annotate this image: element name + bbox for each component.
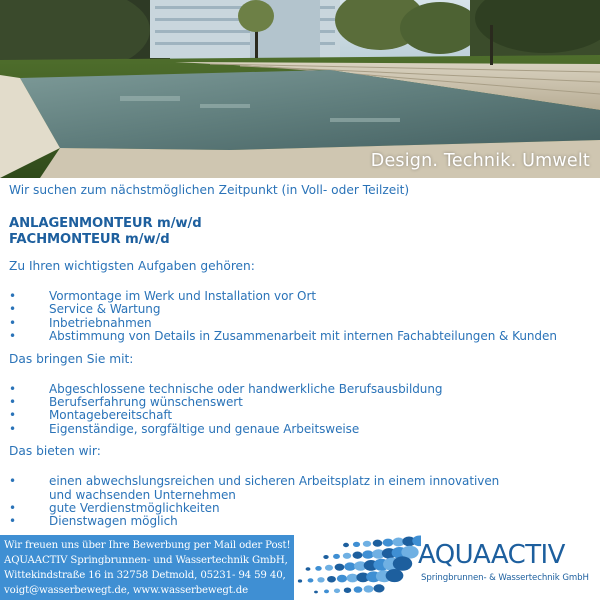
logo-dot bbox=[373, 584, 384, 592]
list-item-text: einen abwechslungsreichen und sicheren Arbeitsplatz in einem innovativen bbox=[49, 474, 500, 489]
list-item-text: Montagebereitschaft bbox=[49, 408, 173, 423]
hero-image bbox=[0, 0, 600, 178]
logo-subtitle: Springbrunnen- & Wassertechnik GmbH bbox=[421, 573, 589, 583]
logo-dot bbox=[354, 586, 363, 592]
list-item-text: Eigenständige, sorgfältige und genaue Arbeitsweise bbox=[49, 421, 360, 436]
list-item bbox=[9, 330, 594, 343]
logo-dot bbox=[337, 575, 347, 583]
logo-dot bbox=[298, 579, 302, 582]
section-heading-offer: Das bieten wir: bbox=[9, 444, 101, 459]
section-heading-tasks: Zu Ihren wichtigsten Aufgaben gehören: bbox=[9, 259, 255, 273]
logo-dot bbox=[343, 553, 351, 559]
logo-dot bbox=[308, 578, 314, 582]
logo-dot bbox=[363, 541, 371, 547]
logo-dot bbox=[353, 542, 360, 547]
logo-dot bbox=[364, 585, 374, 592]
list-item-text: und wachsenden Unternehmen bbox=[49, 487, 236, 502]
list-item bbox=[9, 317, 594, 330]
list-item bbox=[9, 303, 594, 316]
bullet-icon: • bbox=[9, 315, 17, 330]
logo-dot bbox=[344, 587, 351, 593]
logo-dot bbox=[373, 540, 383, 547]
list-item bbox=[9, 515, 594, 528]
list-item bbox=[9, 423, 594, 436]
bullet-icon: • bbox=[9, 501, 17, 516]
bullet-icon: • bbox=[9, 408, 17, 423]
list-item bbox=[9, 475, 594, 488]
task-list bbox=[9, 290, 594, 344]
logo-dot bbox=[383, 539, 394, 547]
street-address: Wittekindstraße 16 in 32758 Detmold, 05231- 94 59 40, bbox=[4, 570, 286, 581]
company-logo bbox=[296, 535, 600, 600]
list-item-continuation bbox=[9, 489, 594, 502]
logo-dot bbox=[335, 564, 345, 571]
bullet-icon: • bbox=[9, 474, 17, 489]
logo-dot bbox=[324, 590, 329, 594]
bullet-icon: • bbox=[9, 289, 17, 303]
logo-dot bbox=[393, 556, 412, 570]
logo-dot bbox=[343, 543, 349, 547]
contact-box bbox=[0, 535, 294, 600]
job-ad-content bbox=[9, 183, 594, 529]
bullet-icon: • bbox=[9, 421, 17, 436]
bullet-icon: • bbox=[9, 514, 17, 529]
logo-dot bbox=[325, 565, 333, 571]
offer-list bbox=[9, 475, 594, 529]
water-dots-icon bbox=[296, 535, 421, 600]
logo-dot bbox=[306, 567, 311, 571]
logo-dot bbox=[334, 589, 340, 594]
section-heading-requirements: Das bringen Sie mit: bbox=[9, 351, 134, 366]
list-item-text: Dienstwagen möglich bbox=[49, 514, 178, 529]
logo-dot bbox=[353, 552, 363, 559]
email-website-links[interactable]: voigt@wasserbewegt.de, www.wasserbewegt.de bbox=[4, 585, 249, 596]
list-item-text: Vormontage im Werk und Installation vor Ort bbox=[49, 289, 316, 303]
bullet-icon: • bbox=[9, 302, 17, 317]
list-item-text: Abgeschlossene technische oder handwerkliche Berufsausbildung bbox=[49, 381, 443, 396]
hero-tagline: Design. Technik. Umwelt bbox=[370, 151, 590, 171]
contact-line: Wir freuen uns über Ihre Bewerbung per Mail oder Post! bbox=[4, 540, 291, 551]
intro-text: Wir suchen zum nächstmöglichen Zeitpunkt (in Voll- oder Teilzeit) bbox=[9, 183, 410, 197]
logo-dot bbox=[323, 555, 328, 559]
list-item bbox=[9, 290, 594, 303]
list-item-text: Service & Wartung bbox=[49, 302, 161, 317]
logo-dot bbox=[344, 562, 355, 570]
list-item-text: Abstimmung von Details in Zusammenarbeit mit internen Fachabteilungen & Kunden bbox=[49, 329, 557, 344]
logo-dot bbox=[315, 566, 321, 571]
list-item-text: Berufserfahrung wünschenswert bbox=[49, 395, 243, 410]
list-item bbox=[9, 409, 594, 422]
logo-wordmark: AQUAACTIV bbox=[418, 540, 565, 570]
job-title: FACHMONTEUR m/w/d bbox=[9, 232, 170, 247]
logo-dot bbox=[317, 577, 324, 582]
job-title: ANLAGENMONTEUR m/w/d bbox=[9, 216, 202, 231]
logo-dot bbox=[327, 576, 336, 583]
list-item bbox=[9, 502, 594, 515]
logo-dot bbox=[362, 550, 373, 558]
list-item-text: gute Verdienstmöglichkeiten bbox=[49, 501, 220, 516]
logo-dot bbox=[333, 554, 340, 559]
bullet-icon: • bbox=[9, 329, 17, 344]
logo-dot bbox=[314, 591, 318, 594]
bullet-icon: • bbox=[9, 381, 17, 396]
bullet-icon: • bbox=[9, 395, 17, 410]
logo-dot bbox=[386, 569, 404, 582]
list-item bbox=[9, 396, 594, 409]
company-address: AQUAACTIV Springbrunnen- und Wassertechnik GmbH, bbox=[4, 555, 288, 566]
list-item-text: Inbetriebnahmen bbox=[49, 315, 152, 330]
requirements-list bbox=[9, 383, 594, 437]
list-item bbox=[9, 383, 594, 396]
